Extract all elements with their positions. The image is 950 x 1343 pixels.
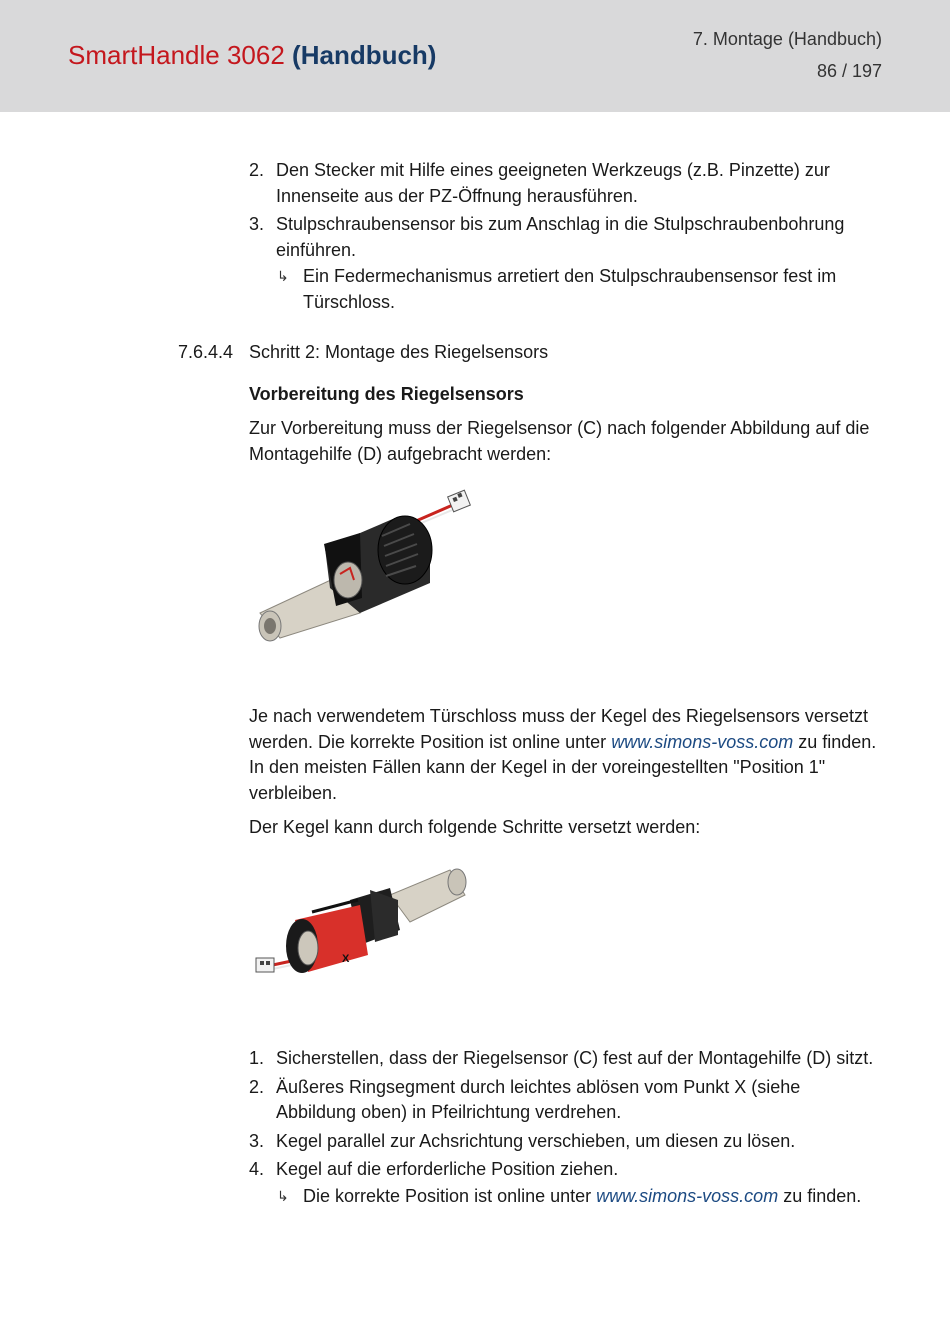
chapter-title: 7. Montage (Handbuch) [692, 29, 882, 49]
list-item [249, 1157, 881, 1183]
list-text: Sicherstellen, dass der Riegelsensor (C) fest auf der Montagehilfe (D) sitzt. [276, 1048, 874, 1068]
list-text: Äußeres Ringsegment durch leichtes ablösen vom Punkt X (siehe Abbildung oben) in Pfeilrichtung verdrehen. [276, 1076, 801, 1122]
list-number: 3. [249, 214, 265, 234]
paragraph-text: zu finden. In den meisten Fällen kann der Kegel in der voreingestellten "Position 1" verbleiben. [249, 731, 877, 803]
document-title [68, 40, 436, 71]
list-number: 2. [249, 1076, 265, 1097]
list-item [249, 212, 881, 263]
document-subtitle: (Handbuch) [292, 40, 437, 70]
figure-bolt-sensor-mounted [250, 488, 480, 648]
step-list-1 [249, 158, 881, 315]
paragraph: Zur Vorbereitung muss der Riegelsensor (C) nach folgender Abbildung auf die Montagehilfe (D) aufgebracht werden: [249, 418, 870, 464]
list-number: 4. [249, 1159, 265, 1179]
result-text: Ein Federmechanismus arretiert den Stulpschraubensensor fest im Türschloss. [303, 266, 837, 312]
result-text: zu finden. [778, 1185, 862, 1206]
list-text: Kegel auf die erforderliche Position ziehen. [276, 1159, 619, 1179]
list-item [249, 1046, 881, 1072]
step-list-2 [249, 1046, 881, 1209]
list-text: Den Stecker mit Hilfe eines geeigneten Werkzeugs (z.B. Pinzette) zur Innenseite aus der PZ-Öffnung herausführen. [276, 160, 830, 206]
list-number: 2. [249, 160, 265, 180]
product-name: SmartHandle 3062 [68, 40, 285, 70]
paragraph-text: Je nach verwendetem Türschloss muss der Kegel des Riegelsensors versetzt werden. Die korrekte Position ist online unter [249, 706, 868, 752]
list-number: 1. [249, 1048, 265, 1068]
list-item [249, 1075, 881, 1126]
subheading: Vorbereitung des Riegelsensors [249, 384, 524, 404]
paragraph: Der Kegel kann durch folgende Schritte versetzt werden: [249, 817, 701, 837]
section-title: Schritt 2: Montage des Riegelsensors [249, 342, 549, 362]
list-item [249, 1129, 881, 1155]
list-number: 3. [249, 1130, 265, 1151]
list-item [249, 158, 881, 209]
page-header [0, 0, 950, 112]
point-x-marker: X [342, 953, 350, 965]
page-number: 86 / 197 [816, 61, 882, 81]
section-number: 7.6.4.4 [178, 342, 234, 362]
result-arrow-icon: ↳ [277, 1187, 289, 1204]
figure-bolt-sensor-cone [250, 860, 480, 990]
list-text: Stulpschraubensensor bis zum Anschlag in die Stulpschraubenbohrung einführen. [276, 214, 845, 260]
result-arrow-icon: ↳ [277, 268, 289, 284]
result-text: Die korrekte Position ist online unter [303, 1185, 597, 1206]
result-item [249, 1184, 881, 1210]
list-text: Kegel parallel zur Achsrichtung verschieben, um diesen zu lösen. [276, 1130, 796, 1151]
paragraph [249, 704, 881, 806]
website-link[interactable]: www.simons-voss.com [596, 1185, 779, 1206]
result-item [249, 264, 881, 315]
website-link[interactable]: www.simons-voss.com [611, 731, 794, 752]
